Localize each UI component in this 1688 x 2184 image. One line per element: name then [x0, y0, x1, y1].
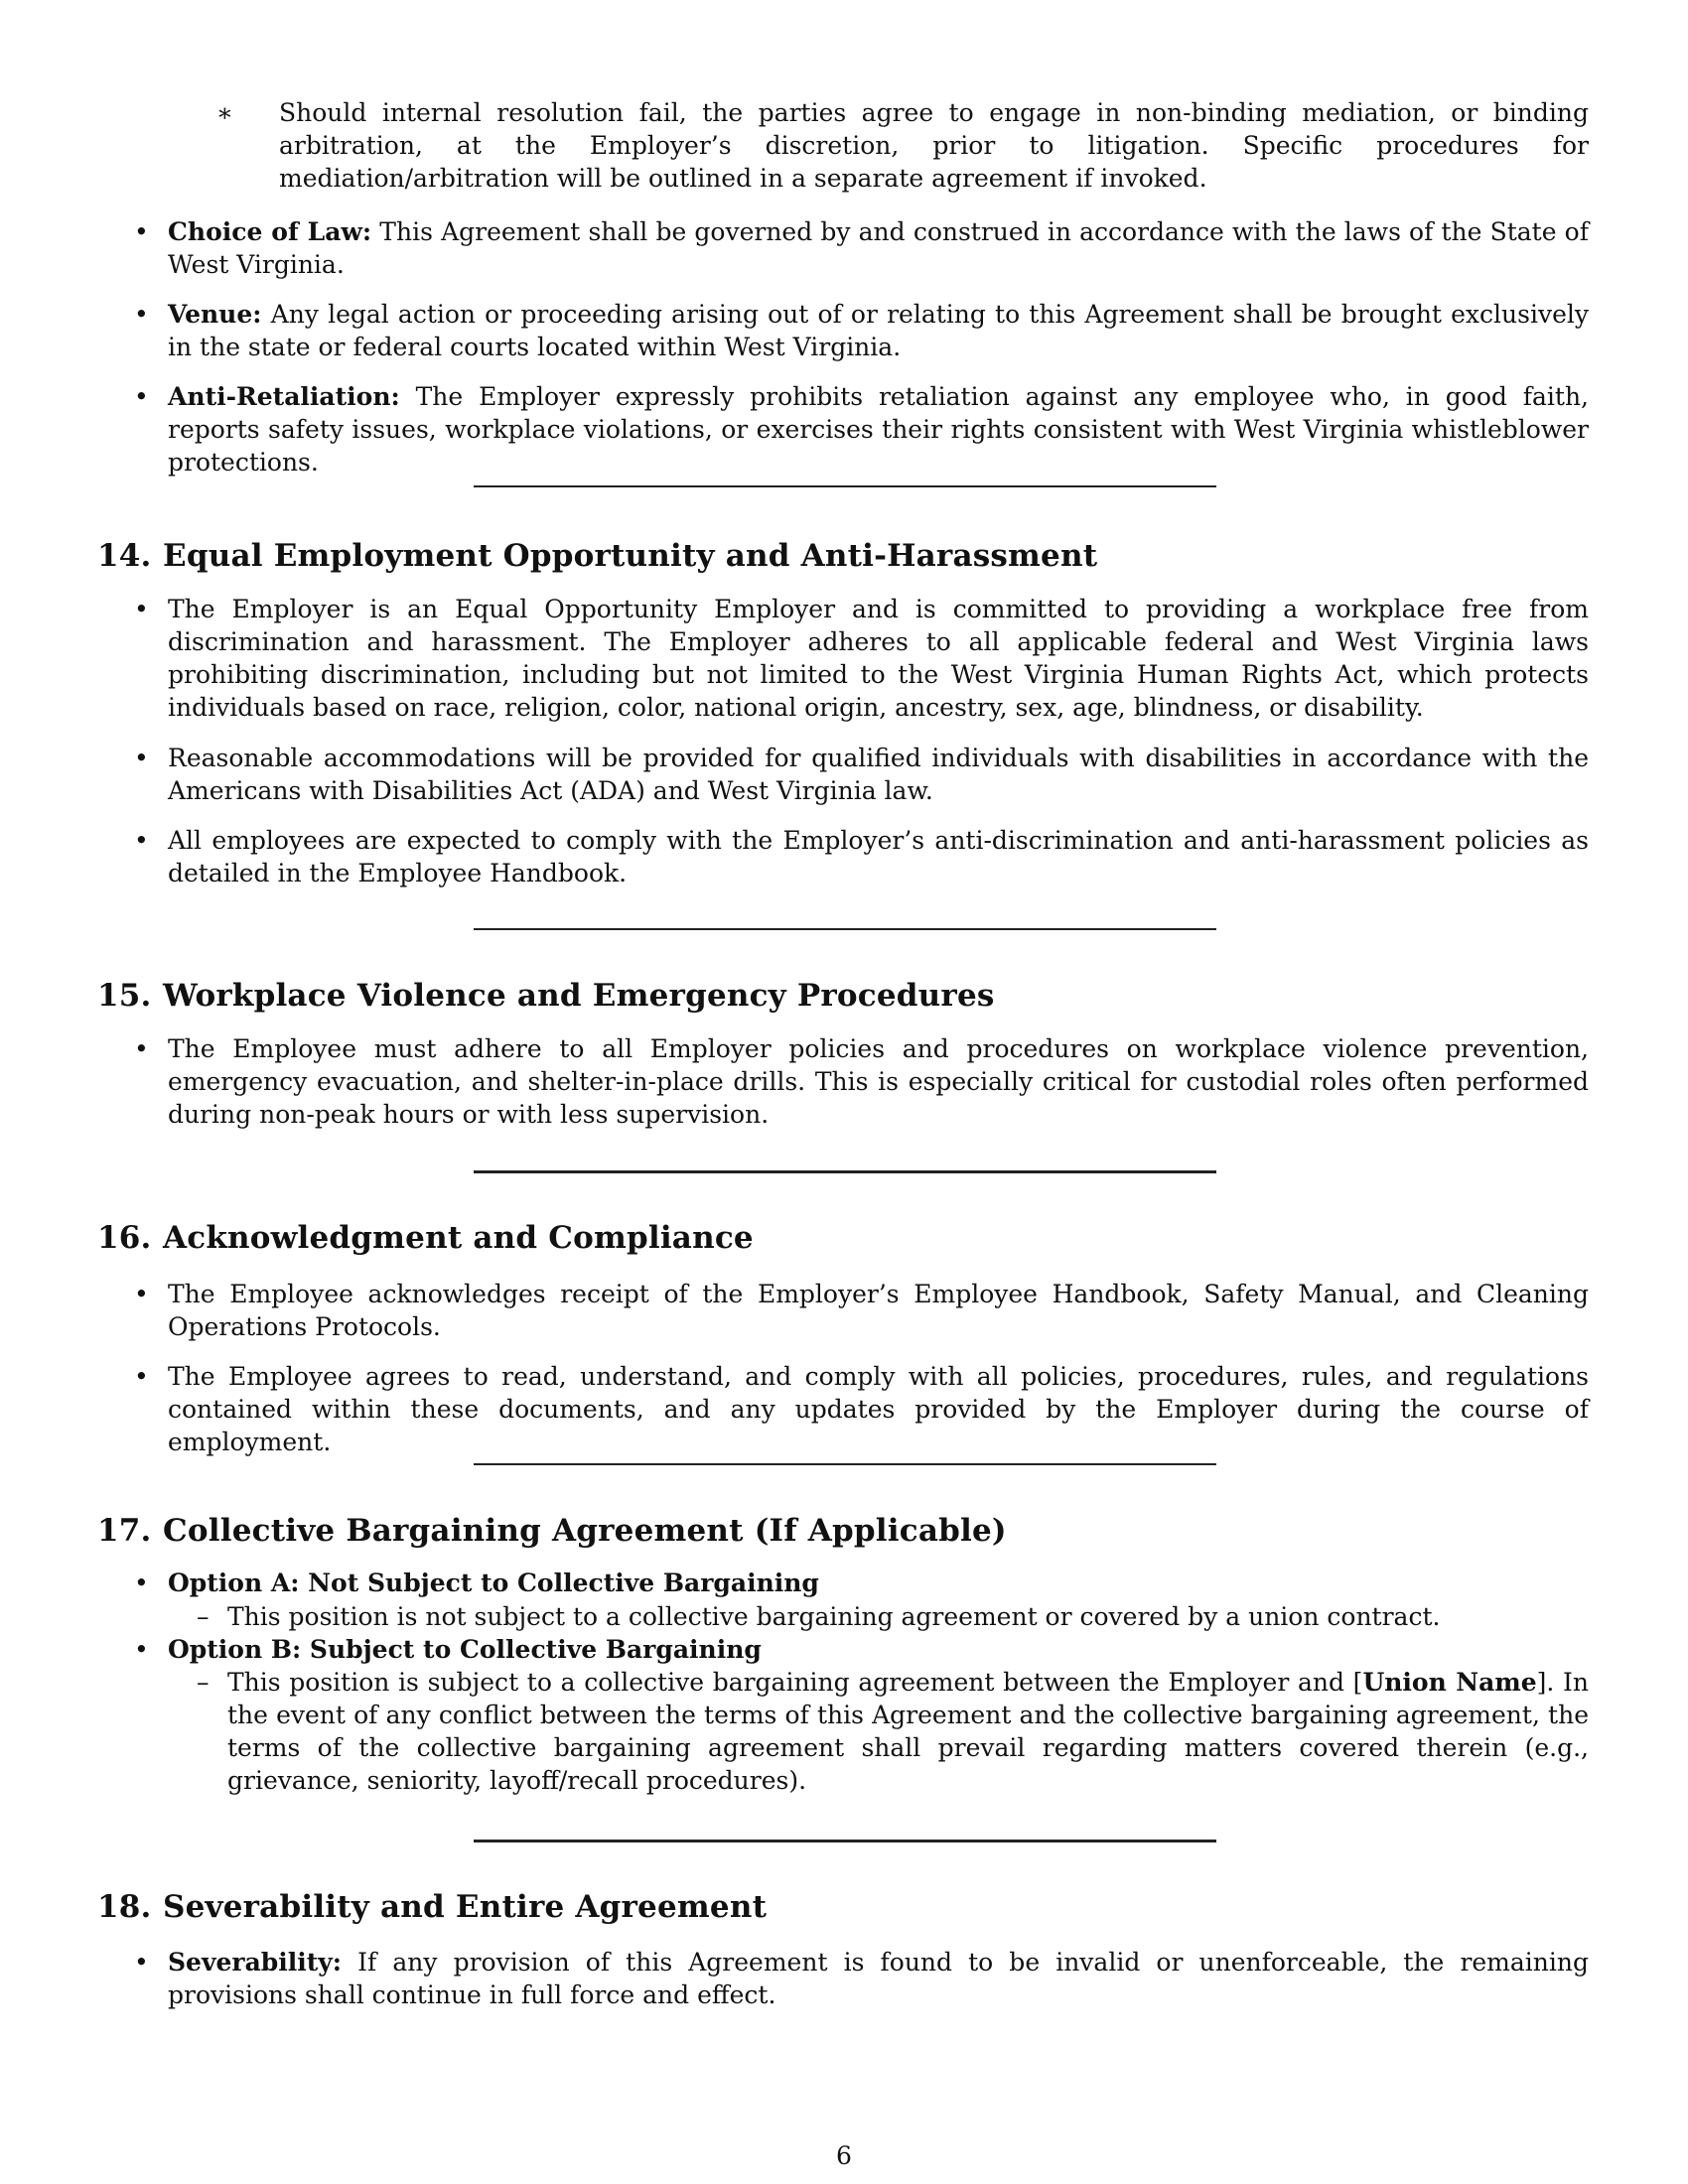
bullet-marker: • [134, 1034, 149, 1063]
bullet-text: The Employee acknowledges receipt of the Employer’s Employee Handbook, Safety Manual, and Cleaning Operations Protocols. [168, 1280, 1589, 1341]
anti-retaliation-label: Anti-Retaliation: [168, 382, 400, 411]
section-number: 16. [97, 1220, 152, 1256]
section-title: Equal Employment Opportunity and Anti-Harassment [163, 538, 1098, 574]
dash-marker: – [197, 1602, 210, 1631]
bullet-marker: • [134, 300, 149, 329]
bullet-marker: • [134, 1280, 149, 1308]
choice-of-law-text: This Agreement shall be governed by and construed in accordance with the laws of the State of West Virginia. [168, 217, 1589, 279]
section-title: Workplace Violence and Emergency Procedures [163, 978, 995, 1014]
venue-label: Venue: [168, 300, 262, 329]
section-15-heading [97, 976, 1587, 1016]
section-divider [474, 1463, 1216, 1465]
section-number: 18. [97, 1889, 152, 1925]
venue-text: Any legal action or proceeding arising out of or relating to this Agreement shall be brought exclusively in the state or federal courts located within West Virginia. [168, 300, 1589, 361]
mediation-text: Should internal resolution fail, the parties agree to engage in non-binding mediation, or binding arbitration, at the Employer’s discretion, prior to litigation. Specific procedures for mediation/arbitration will be outlined in a separate agreement if invoked. [279, 98, 1589, 193]
option-a-label: Option A: Not Subject to Collective Bargaining [168, 1569, 819, 1597]
asterisk-marker: ∗ [216, 98, 233, 127]
bullet-marker: • [134, 1362, 149, 1391]
section-title: Acknowledgment and Compliance [163, 1220, 754, 1256]
section-divider [474, 1170, 1216, 1173]
section-title: Severability and Entire Agreement [163, 1889, 768, 1925]
section-divider [474, 1840, 1216, 1843]
section-title: Collective Bargaining Agreement (If Applicable) [163, 1513, 1007, 1549]
choice-of-law-label: Choice of Law: [168, 217, 372, 246]
bullet-text: The Employee agrees to read, understand, and comply with all policies, procedures, rules, and regulations contained within these documents, and any updates provided by the Employer during the course of employment. [168, 1362, 1589, 1456]
bullet-text: The Employer is an Equal Opportunity Employer and is committed to providing a workplace free from discrimination and harassment. The Employer adheres to all applicable federal and West Virginia laws prohibiting discrimination, including but not limited to the West Virginia Human Rights Act, which protects individuals based on race, religion, color, national origin, ancestry, sex, age, blindness, or disability. [168, 595, 1589, 722]
bullet-marker: • [134, 826, 149, 855]
dash-marker: – [197, 1668, 210, 1697]
bullet-text: The Employee must adhere to all Employer policies and procedures on workplace violence prevention, emergency evacuation, and shelter-in-place drills. This is especially critical for custodial roles often performed during non-peak hours or with less supervision. [168, 1034, 1589, 1129]
section-18-heading [97, 1887, 1587, 1927]
bullet-text: Reasonable accommodations will be provided for qualified individuals with disabilities in accordance with the Americans with Disabilities Act (ADA) and West Virginia law. [168, 744, 1589, 805]
option-b-label: Option B: Subject to Collective Bargaining [168, 1635, 762, 1664]
option-a-text: This position is not subject to a collective bargaining agreement or covered by a union contract. [227, 1602, 1441, 1631]
section-divider [474, 928, 1216, 930]
bullet-text: All employees are expected to comply with the Employer’s anti-discrimination and anti-harassment policies as detailed in the Employee Handbook. [168, 826, 1589, 887]
severability-label: Severability: [168, 1948, 343, 1977]
bullet-marker: • [134, 595, 149, 623]
section-number: 17. [97, 1513, 152, 1549]
section-16-heading [97, 1218, 1587, 1258]
bullet-marker: • [134, 744, 149, 772]
bullet-marker: • [134, 382, 149, 411]
severability-text: If any provision of this Agreement is found to be invalid or unenforceable, the remaining provisions shall continue in full force and effect. [168, 1948, 1589, 2009]
section-number: 14. [97, 538, 152, 574]
option-b-text-before: This position is subject to a collective bargaining agreement between the Employer and [ [227, 1668, 1363, 1697]
bullet-marker: • [134, 217, 149, 246]
section-17-heading [97, 1511, 1587, 1551]
page-number: 6 [836, 2141, 852, 2170]
union-name-placeholder: Union Name [1362, 1668, 1537, 1697]
bullet-marker: • [134, 1635, 149, 1664]
option-b-text-after: ]. In the event of any conflict between the terms of this Agreement and the collective bargaining agreement, the terms of the collective bargaining agreement shall prevail regarding matters covered therein (e.g., grievance, seniority, layoff/recall procedures). [227, 1668, 1589, 1795]
bullet-marker: • [134, 1569, 149, 1597]
section-14-heading [97, 536, 1587, 576]
section-number: 15. [97, 978, 152, 1014]
anti-retaliation-text: The Employer expressly prohibits retaliation against any employee who, in good faith, reports safety issues, workplace violations, or exercises their rights consistent with West Virginia whistleblower protections. [168, 382, 1589, 477]
bullet-marker: • [134, 1948, 149, 1977]
section-divider [474, 485, 1216, 487]
